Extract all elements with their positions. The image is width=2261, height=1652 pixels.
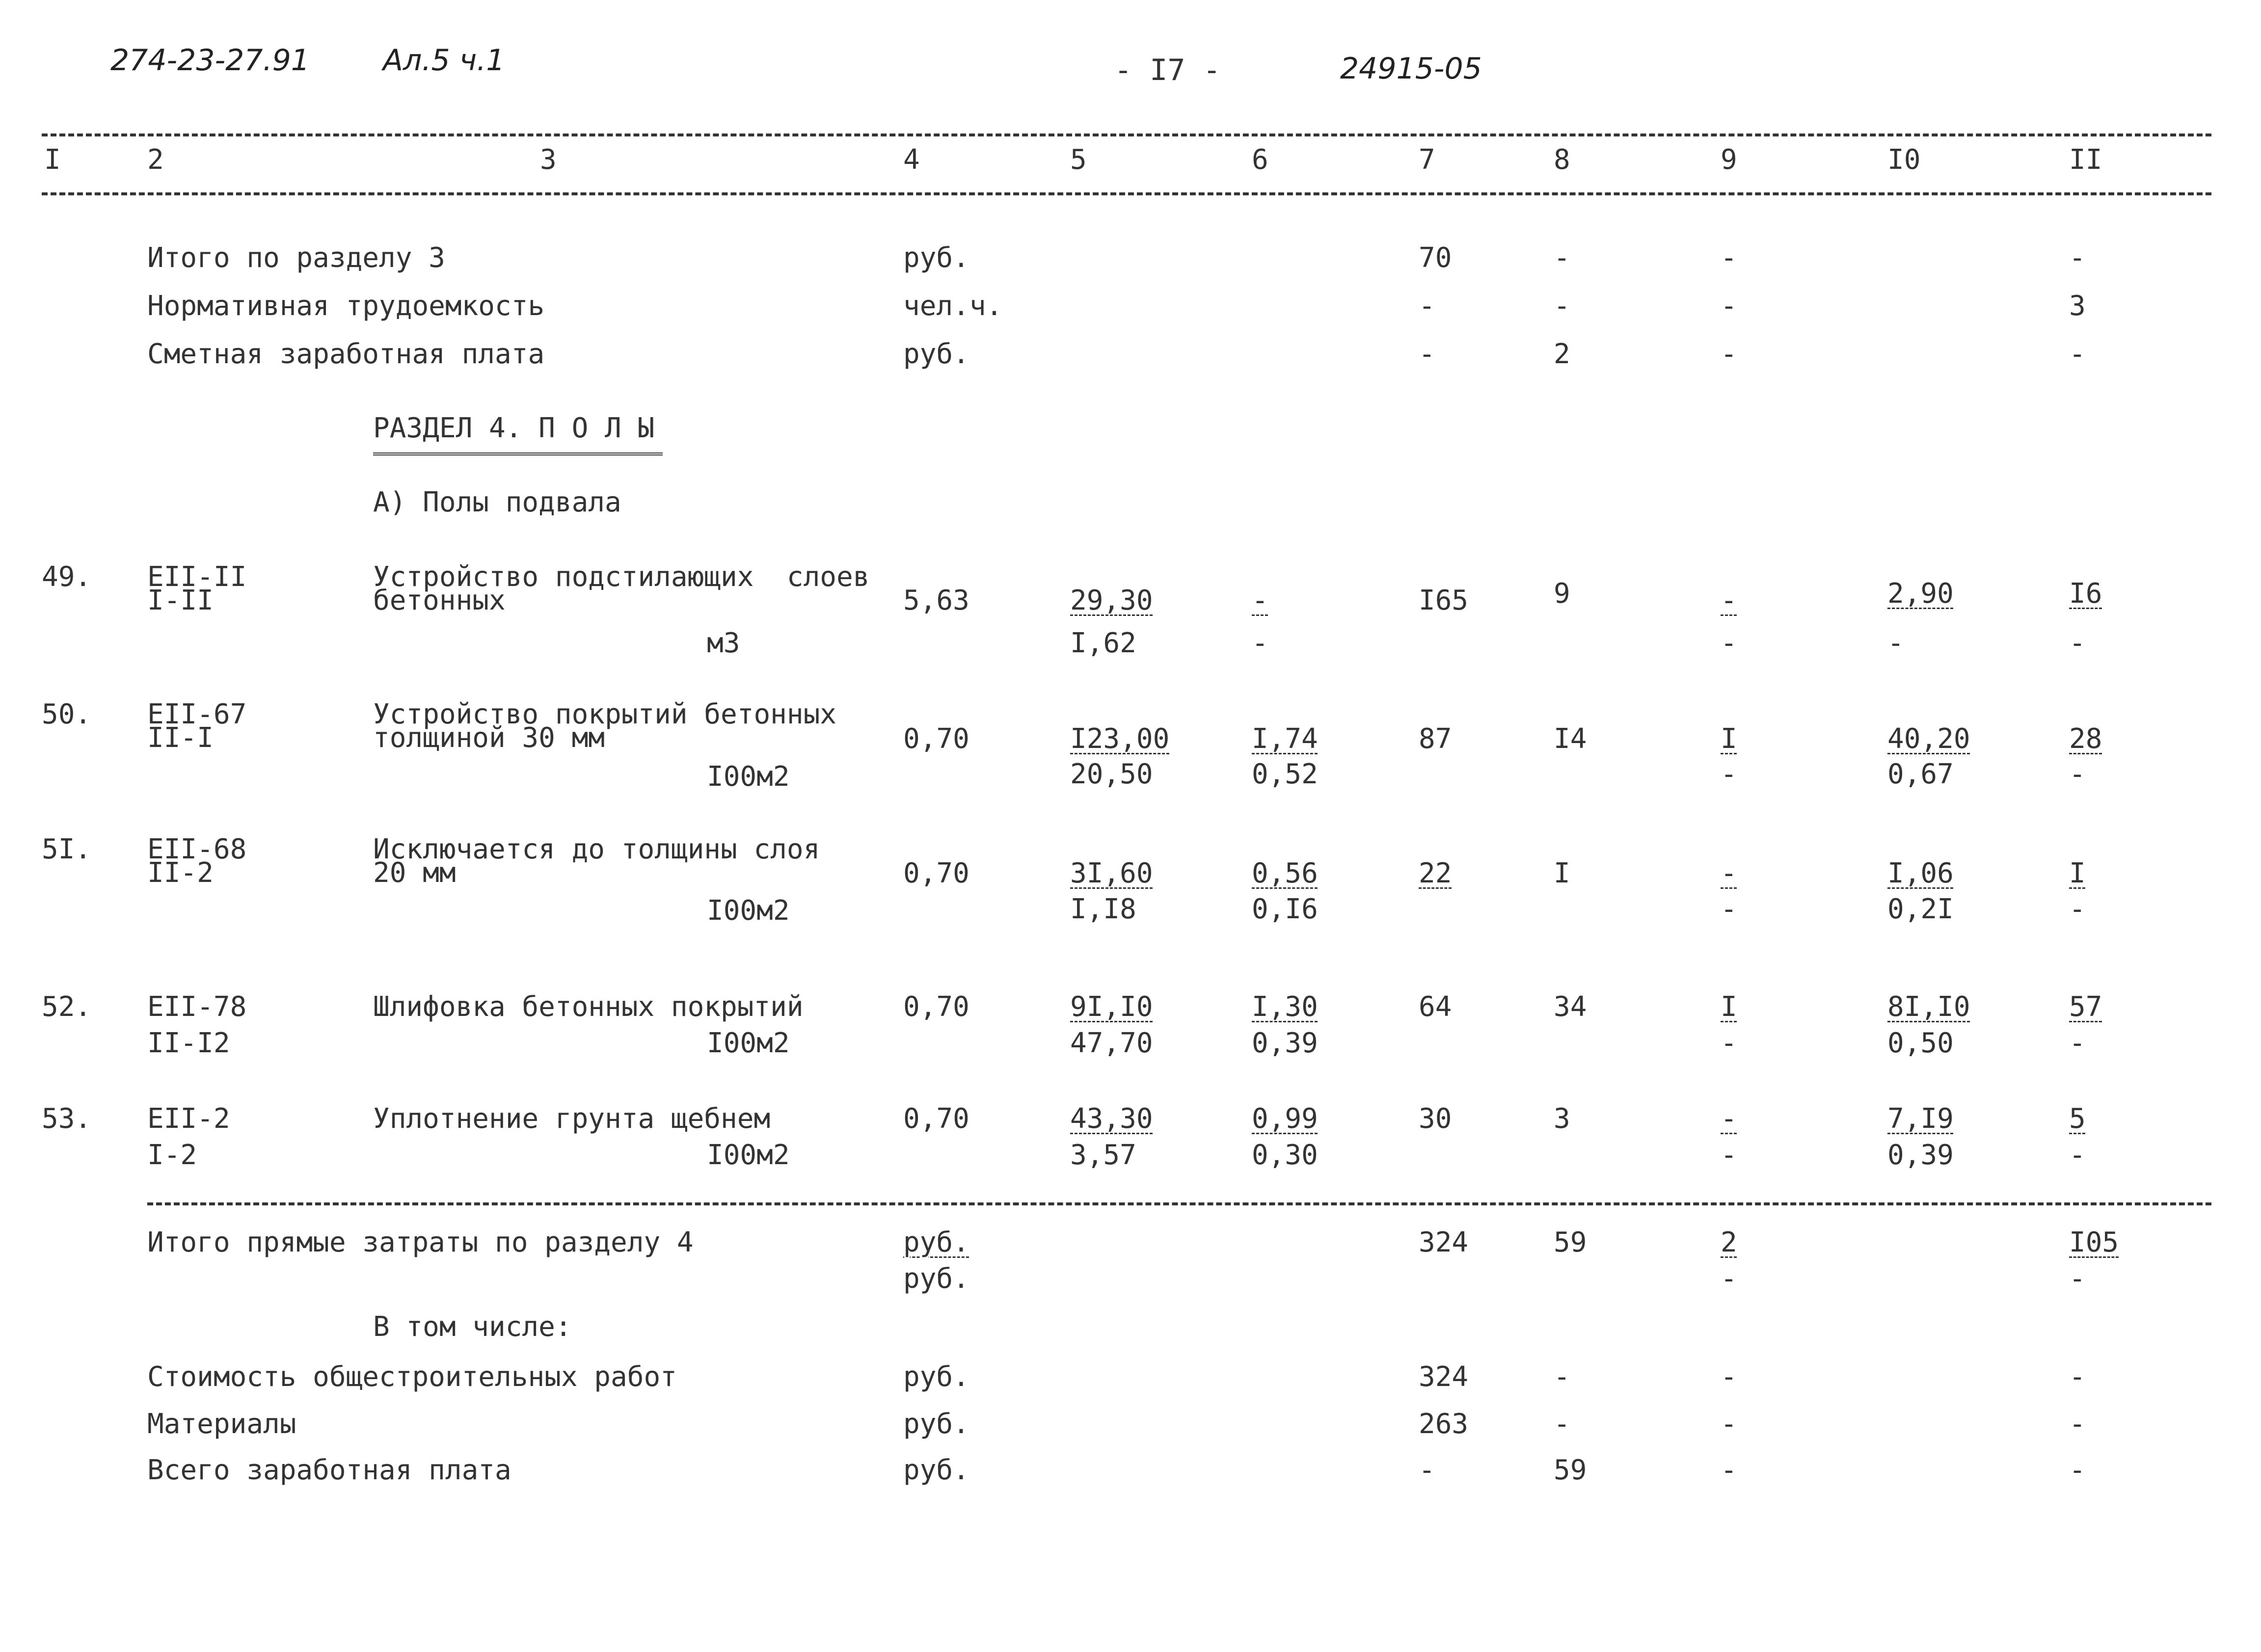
row-code: ЕII-II [147, 561, 247, 593]
total-c11: - [2069, 242, 2086, 274]
row-c9-top: I [1721, 723, 1737, 755]
row-name: Исключается до толщины слоя [373, 833, 820, 865]
row-number: 50. [42, 698, 92, 730]
row-unit: I00м2 [707, 1027, 790, 1059]
row-c6-top: 0,99 [1252, 1103, 1318, 1135]
row-name-cont: 20 мм [373, 857, 456, 889]
including-label: В том числе: [373, 1311, 572, 1343]
row-c5-bottom: 3,57 [1070, 1139, 1136, 1171]
row-code: ЕII-78 [147, 991, 247, 1023]
row-c7: 22 [1419, 857, 1452, 889]
col-header-3: 3 [540, 144, 557, 176]
row-c10-bottom: 0,39 [1887, 1139, 1954, 1171]
row-code-sub: II-I [147, 722, 214, 754]
row-c9-top: - [1721, 857, 1737, 889]
total-c7: 70 [1419, 242, 1452, 274]
breakdown-c7: 324 [1419, 1361, 1469, 1393]
row-c10-top: 40,20 [1887, 723, 1970, 755]
wage-c11: - [2069, 338, 2086, 370]
row-c6-top: I,74 [1252, 723, 1318, 755]
breakdown-c9: - [1721, 1408, 1737, 1440]
col-header-2: 2 [147, 144, 164, 176]
row-c10-top: 2,90 [1887, 578, 1954, 610]
breakdown-c8: 59 [1554, 1454, 1587, 1486]
row-unit: I00м2 [707, 761, 790, 793]
breakdown-label: Материалы [147, 1408, 296, 1440]
row-c5-top: 3I,60 [1070, 857, 1153, 889]
row-name: Устройство покрытий бетонных [373, 698, 837, 730]
row-code-sub: II-I2 [147, 1027, 230, 1059]
row-c10-bottom: 0,2I [1887, 893, 1954, 925]
section-title-underline [373, 453, 663, 455]
row-c8: I [1554, 857, 1570, 889]
row-c10-top: I,06 [1887, 857, 1954, 889]
row-number: 53. [42, 1103, 92, 1135]
col-header-6: 6 [1252, 144, 1268, 176]
breakdown-c11: - [2069, 1454, 2086, 1486]
row-c11-top: 57 [2069, 991, 2102, 1023]
direct-total-label: Итого прямые затраты по разделу 4 [147, 1226, 694, 1258]
breakdown-c9: - [1721, 1454, 1737, 1486]
row-code: ЕII-67 [147, 698, 247, 730]
sheet-note: Ал.5 ч.1 [383, 43, 505, 78]
row-code: ЕII-68 [147, 833, 247, 865]
total-unit: руб. [903, 242, 969, 274]
row-qty: 0,70 [903, 857, 969, 889]
row-c5-top: 9I,I0 [1070, 991, 1153, 1023]
row-c9-top: I [1721, 991, 1737, 1023]
row-c11-bottom: - [2069, 1139, 2086, 1171]
direct-total-c9-top: 2 [1721, 1226, 1737, 1258]
col-header-11: II [2069, 144, 2102, 176]
col-header-4: 4 [903, 144, 920, 176]
row-c5-bottom: I,62 [1070, 627, 1136, 659]
row-c7: 30 [1419, 1103, 1452, 1135]
row-qty: 0,70 [903, 1103, 969, 1135]
row-c10-bottom: 0,50 [1887, 1027, 1954, 1059]
document-code: 274-23-27.91 [110, 43, 310, 78]
row-c5-top: 29,30 [1070, 585, 1153, 616]
row-c11-top: 5 [2069, 1103, 2086, 1135]
col-header-9: 9 [1721, 144, 1737, 176]
labor-c8: - [1554, 290, 1570, 322]
wage-c9: - [1721, 338, 1737, 370]
row-unit: I00м2 [707, 1139, 790, 1171]
row-name: Устройство подстилающих слоев [373, 561, 870, 593]
wage-c8: 2 [1554, 338, 1570, 370]
wage-c7: - [1419, 338, 1435, 370]
breakdown-label: Стоимость общестроительных работ [147, 1361, 677, 1393]
stamp-number: 24915-05 [1340, 52, 1482, 86]
section-title: РАЗДЕЛ 4. П О Л Ы [373, 412, 655, 444]
row-c6-bottom: 0,52 [1252, 758, 1318, 790]
row-c7: I65 [1419, 585, 1469, 616]
direct-total-c9-bottom: - [1721, 1263, 1737, 1295]
row-c7: 64 [1419, 991, 1452, 1023]
direct-total-unit-2: руб. [903, 1263, 969, 1295]
labor-c11: 3 [2069, 290, 2086, 322]
row-c10-bottom: - [1887, 627, 1904, 659]
row-c6-bottom: - [1252, 627, 1268, 659]
row-c9-bottom: - [1721, 893, 1737, 925]
direct-total-c11-top: I05 [2069, 1226, 2119, 1258]
row-code: ЕII-2 [147, 1103, 230, 1135]
breakdown-c7: - [1419, 1454, 1435, 1486]
row-c9-bottom: - [1721, 1027, 1737, 1059]
header-top-rule [42, 133, 2211, 136]
row-c9-top: - [1721, 1103, 1737, 1135]
labor-label: Нормативная трудоемкость [147, 290, 545, 322]
row-c11-bottom: - [2069, 627, 2086, 659]
row-code-sub: I-II [147, 585, 214, 616]
total-c8: - [1554, 242, 1570, 274]
labor-unit: чел.ч. [903, 290, 1003, 322]
row-c6-bottom: 0,30 [1252, 1139, 1318, 1171]
row-number: 5I. [42, 833, 92, 865]
breakdown-c7: 263 [1419, 1408, 1469, 1440]
col-header-7: 7 [1419, 144, 1435, 176]
breakdown-unit: руб. [903, 1408, 969, 1440]
row-name-cont: бетонных [373, 585, 506, 616]
col-header-10: I0 [1887, 144, 1921, 176]
row-c10-top: 8I,I0 [1887, 991, 1970, 1023]
direct-total-c11-bottom: - [2069, 1263, 2086, 1295]
row-c6-bottom: 0,I6 [1252, 893, 1318, 925]
row-c5-bottom: 20,50 [1070, 758, 1153, 790]
col-header-1: I [44, 144, 61, 176]
row-c6-top: - [1252, 585, 1268, 616]
wage-unit: руб. [903, 338, 969, 370]
row-c6-top: 0,56 [1252, 857, 1318, 889]
row-c5-bottom: 47,70 [1070, 1027, 1153, 1059]
row-c8: 34 [1554, 991, 1587, 1023]
row-c6-bottom: 0,39 [1252, 1027, 1318, 1059]
row-name-cont: толщиной 30 мм [373, 722, 605, 754]
row-c5-top: I23,00 [1070, 723, 1170, 755]
row-c10-bottom: 0,67 [1887, 758, 1954, 790]
row-number: 49. [42, 561, 92, 593]
total-label: Итого по разделу 3 [147, 242, 445, 274]
breakdown-c11: - [2069, 1361, 2086, 1393]
breakdown-unit: руб. [903, 1361, 969, 1393]
section-subtitle: А) Полы подвала [373, 486, 621, 518]
row-c11-top: I [2069, 857, 2086, 889]
row-qty: 5,63 [903, 585, 969, 616]
row-name: Шлифовка бетонных покрытий [373, 991, 804, 1023]
row-c5-bottom: I,I8 [1070, 893, 1136, 925]
row-c5-top: 43,30 [1070, 1103, 1153, 1135]
direct-total-unit: руб. [903, 1226, 969, 1258]
wage-label: Сметная заработная плата [147, 338, 545, 370]
row-unit: м3 [707, 627, 740, 659]
breakdown-label: Всего заработная плата [147, 1454, 511, 1486]
row-c9-bottom: - [1721, 758, 1737, 790]
row-c11-bottom: - [2069, 758, 2086, 790]
breakdown-c11: - [2069, 1408, 2086, 1440]
row-code-sub: I-2 [147, 1139, 197, 1171]
direct-total-c8: 59 [1554, 1226, 1587, 1258]
row-c11-bottom: - [2069, 893, 2086, 925]
col-header-8: 8 [1554, 144, 1570, 176]
breakdown-unit: руб. [903, 1454, 969, 1486]
direct-total-c7: 324 [1419, 1226, 1469, 1258]
row-unit: I00м2 [707, 895, 790, 927]
row-code-sub: II-2 [147, 857, 214, 889]
row-c11-bottom: - [2069, 1027, 2086, 1059]
row-qty: 0,70 [903, 991, 969, 1023]
row-c8: I4 [1554, 723, 1587, 755]
page-number: - I7 - [1114, 53, 1221, 87]
labor-c7: - [1419, 290, 1435, 322]
row-c8: 3 [1554, 1103, 1570, 1135]
row-c7: 87 [1419, 723, 1452, 755]
row-c6-top: I,30 [1252, 991, 1318, 1023]
total-c9: - [1721, 242, 1737, 274]
labor-c9: - [1721, 290, 1737, 322]
breakdown-c9: - [1721, 1361, 1737, 1393]
row-name: Уплотнение грунта щебнем [373, 1103, 771, 1135]
row-c8: 9 [1554, 578, 1570, 610]
header-bottom-rule [42, 192, 2211, 195]
row-c9-top: - [1721, 585, 1737, 616]
row-c9-bottom: - [1721, 1139, 1737, 1171]
row-number: 52. [42, 991, 92, 1023]
row-c11-top: I6 [2069, 578, 2102, 610]
row-c10-top: 7,I9 [1887, 1103, 1954, 1135]
row-qty: 0,70 [903, 723, 969, 755]
breakdown-c8: - [1554, 1408, 1570, 1440]
col-header-5: 5 [1070, 144, 1087, 176]
row-c9-bottom: - [1721, 627, 1737, 659]
totals-separator [147, 1202, 2211, 1205]
row-c11-top: 28 [2069, 723, 2102, 755]
breakdown-c8: - [1554, 1361, 1570, 1393]
